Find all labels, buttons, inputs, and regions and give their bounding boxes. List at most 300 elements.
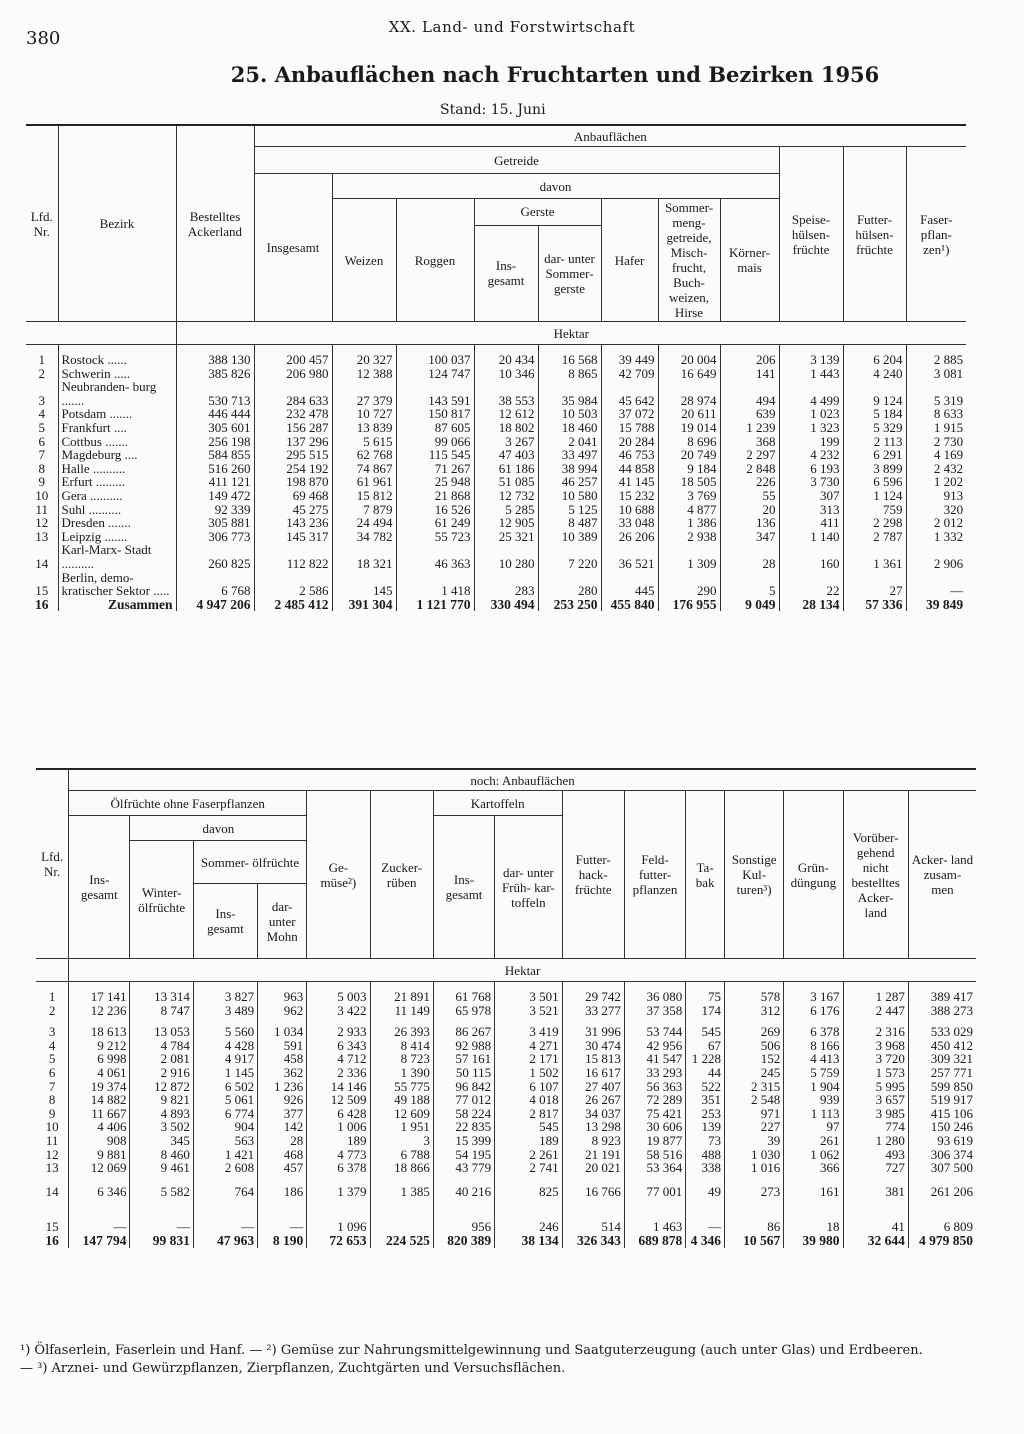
value-cell: 100 037 <box>396 345 474 367</box>
value-cell: 20 434 <box>474 345 538 367</box>
value-cell: 19 014 <box>658 421 720 435</box>
value-cell: 26 206 <box>601 530 658 544</box>
value-cell: 160 <box>779 543 843 570</box>
group-anbauflaechen: Anbauflächen <box>254 125 966 147</box>
value-cell: 73 <box>686 1134 725 1148</box>
value-cell: 1 202 <box>906 475 966 489</box>
value-cell: 971 <box>725 1107 784 1121</box>
value-cell: 6 176 <box>784 1004 843 1018</box>
total-cell: 57 336 <box>843 598 906 612</box>
value-cell: 19 374 <box>69 1080 130 1094</box>
value-cell: 75 <box>686 982 725 1004</box>
table-row <box>36 982 976 1004</box>
value-cell: 488 <box>686 1148 725 1162</box>
col-fruehkartoffeln: dar- unter Früh- kar- toffeln <box>495 816 562 959</box>
value-cell: 389 417 <box>908 982 976 1004</box>
value-cell: 5 125 <box>538 503 601 517</box>
value-cell: 2 041 <box>538 435 601 449</box>
row-bezirk: Erfurt ......... <box>58 475 176 489</box>
value-cell: 2 938 <box>658 530 720 544</box>
value-cell: 4 784 <box>130 1039 193 1053</box>
value-cell: 12 732 <box>474 489 538 503</box>
value-cell: 13 839 <box>332 421 396 435</box>
row-number: 16 <box>45 1232 59 1248</box>
value-cell: 14 146 <box>307 1080 370 1094</box>
value-cell: 156 287 <box>254 421 332 435</box>
table-row <box>26 367 966 381</box>
value-cell: 58 224 <box>433 1107 494 1121</box>
value-cell: 35 984 <box>538 380 601 407</box>
table-row <box>26 435 966 449</box>
table-row <box>36 1161 976 1175</box>
chapter-heading: XX. Land- und Forstwirtschaft <box>388 18 636 36</box>
value-cell: 4 428 <box>193 1039 257 1053</box>
value-cell: 2 916 <box>130 1066 193 1080</box>
col-feldfutterpflanzen: Feld- futter- pflanzen <box>624 791 685 959</box>
col-zuckerrueben: Zucker- rüben <box>370 791 433 959</box>
table-row <box>36 1080 976 1094</box>
value-cell: 6 788 <box>370 1148 433 1162</box>
value-cell: 904 <box>193 1120 257 1134</box>
table-row <box>36 1107 976 1121</box>
value-cell: 112 822 <box>254 543 332 570</box>
value-cell: 1 915 <box>906 421 966 435</box>
row-number: 4 <box>48 1037 56 1053</box>
value-cell: 30 474 <box>562 1039 624 1053</box>
value-cell: 385 826 <box>176 367 254 381</box>
value-cell: 1 443 <box>779 367 843 381</box>
value-cell: — <box>69 1198 130 1234</box>
group-noch-anbauflaechen: noch: Anbauflächen <box>69 769 976 791</box>
row-number: 15 <box>35 583 49 599</box>
value-cell: 99 066 <box>396 435 474 449</box>
value-cell: 345 <box>130 1134 193 1148</box>
value-cell: 377 <box>258 1107 307 1121</box>
value-cell: 61 186 <box>474 462 538 476</box>
value-cell: 6 596 <box>843 475 906 489</box>
row-number: 14 <box>45 1183 59 1199</box>
value-cell: 20 611 <box>658 407 720 421</box>
value-cell: 2 171 <box>495 1052 562 1066</box>
value-cell: 13 298 <box>562 1120 624 1134</box>
value-cell: 254 192 <box>254 462 332 476</box>
row-bezirk: Schwerin ..... <box>58 367 176 381</box>
value-cell: 295 515 <box>254 448 332 462</box>
value-cell: 92 988 <box>433 1039 494 1053</box>
value-cell: 3 968 <box>843 1039 908 1053</box>
value-cell: 2 548 <box>725 1093 784 1107</box>
value-cell: — <box>130 1198 193 1234</box>
row-number: 15 <box>45 1219 59 1235</box>
value-cell: 8 865 <box>538 367 601 381</box>
total-cell: 4 979 850 <box>908 1234 976 1248</box>
value-cell: 57 161 <box>433 1052 494 1066</box>
value-cell: 34 782 <box>332 530 396 544</box>
value-cell: 40 216 <box>433 1175 494 1199</box>
value-cell: 2 113 <box>843 435 906 449</box>
value-cell: 6 428 <box>307 1107 370 1121</box>
value-cell: 10 346 <box>474 367 538 381</box>
value-cell: 584 855 <box>176 448 254 462</box>
value-cell: 307 <box>779 489 843 503</box>
row-number: 9 <box>38 474 45 490</box>
value-cell: 522 <box>686 1080 725 1094</box>
value-cell: 20 284 <box>601 435 658 449</box>
value-cell: 36 080 <box>624 982 685 1004</box>
group-getreide: Getreide <box>254 147 779 174</box>
value-cell: 5 <box>720 571 779 598</box>
value-cell: 31 996 <box>562 1017 624 1039</box>
value-cell: 6 378 <box>784 1017 843 1039</box>
value-cell: 3 521 <box>495 1004 562 1018</box>
value-cell: 198 870 <box>254 475 332 489</box>
value-cell: 2 336 <box>307 1066 370 1080</box>
value-cell: 61 249 <box>396 516 474 530</box>
value-cell: 366 <box>784 1161 843 1175</box>
value-cell: 15 813 <box>562 1052 624 1066</box>
row-number: 3 <box>48 1024 56 1040</box>
value-cell: 261 <box>784 1134 843 1148</box>
value-cell: 10 389 <box>538 530 601 544</box>
value-cell: 186 <box>258 1175 307 1199</box>
value-cell: 962 <box>258 1004 307 1018</box>
value-cell: 55 775 <box>370 1080 433 1094</box>
page-number: 380 <box>26 28 61 49</box>
value-cell: 1 418 <box>396 571 474 598</box>
value-cell: 15 812 <box>332 489 396 503</box>
row-number: 1 <box>48 989 56 1004</box>
value-cell: 96 842 <box>433 1080 494 1094</box>
value-cell: 199 <box>779 435 843 449</box>
value-cell: 4 240 <box>843 367 906 381</box>
value-cell: 22 <box>779 571 843 598</box>
value-cell: 3 899 <box>843 462 906 476</box>
value-cell: 253 <box>686 1107 725 1121</box>
value-cell: 49 <box>686 1175 725 1199</box>
value-cell: 87 605 <box>396 421 474 435</box>
value-cell: 16 649 <box>658 367 720 381</box>
value-cell: 12 069 <box>69 1161 130 1175</box>
value-cell: 1 280 <box>843 1134 908 1148</box>
col-lfd-nr-2: Lfd. Nr. <box>41 849 64 879</box>
value-cell: 1 386 <box>658 516 720 530</box>
value-cell: 149 472 <box>176 489 254 503</box>
total-label: Zusammen <box>58 598 176 612</box>
value-cell: 28 <box>258 1134 307 1148</box>
value-cell: 1 361 <box>843 543 906 570</box>
value-cell: 51 085 <box>474 475 538 489</box>
total-cell: 391 304 <box>332 598 396 612</box>
row-number: 16 <box>35 596 49 612</box>
value-cell: 10 280 <box>474 543 538 570</box>
table-row <box>36 1120 976 1134</box>
total-cell: 72 653 <box>307 1234 370 1248</box>
group-oelfruechte: Ölfrüchte ohne Faserpflanzen <box>69 791 307 816</box>
footnote-line-1: ¹) Ölfaserlein, Faserlein und Hanf. — ²) Gemüse zur Nahrungsmittelgewinnung und Saatguterzeugung (auch unter Glas) und Erdbeeren. <box>20 1343 923 1358</box>
value-cell: 20 021 <box>562 1161 624 1175</box>
value-cell: 13 053 <box>130 1017 193 1039</box>
value-cell: 139 <box>686 1120 725 1134</box>
value-cell: 8 633 <box>906 407 966 421</box>
total-cell: 47 963 <box>193 1234 257 1248</box>
value-cell: 3 139 <box>779 345 843 367</box>
value-cell: 6 809 <box>908 1198 976 1234</box>
value-cell: 256 198 <box>176 435 254 449</box>
total-cell: 32 644 <box>843 1234 908 1248</box>
value-cell: 143 591 <box>396 380 474 407</box>
value-cell: 6 193 <box>779 462 843 476</box>
col-futterhackfruechte: Futter- hack- früchte <box>562 791 624 959</box>
value-cell: 388 130 <box>176 345 254 367</box>
value-cell: 5 003 <box>307 982 370 1004</box>
value-cell: 44 <box>686 1066 725 1080</box>
value-cell: 6 378 <box>307 1161 370 1175</box>
table-row <box>26 475 966 489</box>
table-row <box>26 489 966 503</box>
value-cell: 21 891 <box>370 982 433 1004</box>
value-cell: 50 115 <box>433 1066 494 1080</box>
total-cell: 1 121 770 <box>396 598 474 612</box>
value-cell: 8 696 <box>658 435 720 449</box>
value-cell: 124 747 <box>396 367 474 381</box>
table-row <box>36 1198 976 1234</box>
row-number: 11 <box>35 501 49 517</box>
value-cell: 563 <box>193 1134 257 1148</box>
value-cell: 2 315 <box>725 1080 784 1094</box>
value-cell: 2 933 <box>307 1017 370 1039</box>
row-number: 3 <box>38 392 45 408</box>
value-cell: 45 275 <box>254 503 332 517</box>
value-cell: 115 545 <box>396 448 474 462</box>
table-row <box>26 503 966 517</box>
col-sommeroel-insgesamt: Ins- gesamt <box>193 884 257 959</box>
value-cell: 25 321 <box>474 530 538 544</box>
value-cell: 759 <box>843 503 906 517</box>
value-cell: 38 553 <box>474 380 538 407</box>
value-cell: 1 379 <box>307 1175 370 1199</box>
value-cell: 3 502 <box>130 1120 193 1134</box>
value-cell: 37 358 <box>624 1004 685 1018</box>
value-cell: 2 316 <box>843 1017 908 1039</box>
table-row <box>26 380 966 407</box>
value-cell: 206 <box>720 345 779 367</box>
value-cell: 21 191 <box>562 1148 624 1162</box>
value-cell: 53 364 <box>624 1161 685 1175</box>
group-oel-davon: davon <box>130 816 307 841</box>
col-winteroelfruechte: Winter- ölfrüchte <box>130 841 193 959</box>
value-cell: 4 018 <box>495 1093 562 1107</box>
row-number: 2 <box>38 365 45 381</box>
value-cell: 22 835 <box>433 1120 494 1134</box>
total-cell: 326 343 <box>562 1234 624 1248</box>
value-cell: 9 124 <box>843 380 906 407</box>
value-cell: 55 <box>720 489 779 503</box>
col-tabak: Ta- bak <box>686 791 725 959</box>
value-cell: 30 606 <box>624 1120 685 1134</box>
value-cell: 3 419 <box>495 1017 562 1039</box>
total-cell: 4 346 <box>686 1234 725 1248</box>
value-cell: 381 <box>843 1175 908 1199</box>
value-cell: 16 766 <box>562 1175 624 1199</box>
value-cell: 26 393 <box>370 1017 433 1039</box>
value-cell: 21 868 <box>396 489 474 503</box>
value-cell: 26 267 <box>562 1093 624 1107</box>
table-row <box>26 543 966 570</box>
value-cell: 411 <box>779 516 843 530</box>
value-cell: 150 817 <box>396 407 474 421</box>
table-row <box>36 1004 976 1018</box>
value-cell: 2 848 <box>720 462 779 476</box>
total-cell: 4 947 206 <box>176 598 254 612</box>
row-number: 7 <box>48 1078 56 1094</box>
total-row <box>26 598 966 612</box>
value-cell: 5 995 <box>843 1080 908 1094</box>
total-cell: 28 134 <box>779 598 843 612</box>
value-cell: 7 220 <box>538 543 601 570</box>
footnotes <box>20 1342 1000 1378</box>
value-cell: 5 759 <box>784 1066 843 1080</box>
value-cell: 49 188 <box>370 1093 433 1107</box>
value-cell: 3 267 <box>474 435 538 449</box>
value-cell: 4 917 <box>193 1052 257 1066</box>
table-title: 25. Anbauflächen nach Fruchtarten und Bezirken 1956 <box>230 62 880 87</box>
row-number: 10 <box>45 1119 59 1135</box>
value-cell: 305 601 <box>176 421 254 435</box>
table-row <box>26 516 966 530</box>
value-cell: 46 753 <box>601 448 658 462</box>
value-cell: 9 821 <box>130 1093 193 1107</box>
value-cell: 1 323 <box>779 421 843 435</box>
value-cell: 1 023 <box>779 407 843 421</box>
row-number: 6 <box>48 1064 56 1080</box>
col-weizen: Weizen <box>332 199 396 322</box>
row-bezirk: Suhl .......... <box>58 503 176 517</box>
table-row <box>26 462 966 476</box>
value-cell: 33 048 <box>601 516 658 530</box>
table-1 <box>26 124 966 611</box>
col-ackerland-zusammen: Acker- land zusam- men <box>908 791 976 959</box>
value-cell: 3 769 <box>658 489 720 503</box>
value-cell: 261 206 <box>908 1175 976 1199</box>
value-cell: 2 741 <box>495 1161 562 1175</box>
value-cell: — <box>193 1198 257 1234</box>
value-cell: 8 487 <box>538 516 601 530</box>
value-cell: 61 768 <box>433 982 494 1004</box>
value-cell: 34 037 <box>562 1107 624 1121</box>
group-sommeroelfruechte: Sommer- ölfrüchte <box>193 841 306 884</box>
col-oel-insgesamt: Ins- gesamt <box>69 816 130 959</box>
value-cell: 39 449 <box>601 345 658 367</box>
table-row <box>36 1148 976 1162</box>
value-cell: 12 609 <box>370 1107 433 1121</box>
value-cell: 54 195 <box>433 1148 494 1162</box>
value-cell: 37 072 <box>601 407 658 421</box>
value-cell: 2 432 <box>906 462 966 476</box>
value-cell: 33 277 <box>562 1004 624 1018</box>
value-cell: 86 267 <box>433 1017 494 1039</box>
value-cell: — <box>906 571 966 598</box>
value-cell: 20 327 <box>332 345 396 367</box>
value-cell: 77 012 <box>433 1093 494 1107</box>
value-cell: 41 <box>843 1198 908 1234</box>
value-cell: 10 580 <box>538 489 601 503</box>
value-cell: 306 773 <box>176 530 254 544</box>
value-cell: 5 061 <box>193 1093 257 1107</box>
value-cell: 4 499 <box>779 380 843 407</box>
value-cell: 6 291 <box>843 448 906 462</box>
total-cell: 176 955 <box>658 598 720 612</box>
row-number: 5 <box>48 1051 56 1067</box>
value-cell: 8 460 <box>130 1148 193 1162</box>
value-cell: 2 586 <box>254 571 332 598</box>
row-number: 8 <box>48 1092 56 1108</box>
value-cell: 280 <box>538 571 601 598</box>
value-cell: 8 166 <box>784 1039 843 1053</box>
value-cell: 46 363 <box>396 543 474 570</box>
value-cell: 825 <box>495 1175 562 1199</box>
value-cell: 2 447 <box>843 1004 908 1018</box>
total-cell: 820 389 <box>433 1234 494 1248</box>
value-cell: 24 494 <box>332 516 396 530</box>
value-cell: 226 <box>720 475 779 489</box>
total-cell: 689 878 <box>624 1234 685 1248</box>
value-cell: 18 505 <box>658 475 720 489</box>
table-row <box>26 530 966 544</box>
value-cell: 97 <box>784 1120 843 1134</box>
row-number: 5 <box>38 419 45 435</box>
value-cell: 18 321 <box>332 543 396 570</box>
value-cell: 2 608 <box>193 1161 257 1175</box>
col-speisehuelsen: Speise- hülsen- früchte <box>779 147 843 322</box>
value-cell: 312 <box>725 1004 784 1018</box>
value-cell: 939 <box>784 1093 843 1107</box>
value-cell: 145 317 <box>254 530 332 544</box>
value-cell: 3 489 <box>193 1004 257 1018</box>
value-cell: 284 633 <box>254 380 332 407</box>
col-sonstige-kulturen: Sonstige Kul- turen³) <box>725 791 784 959</box>
value-cell: 227 <box>725 1120 784 1134</box>
value-cell: 599 850 <box>908 1080 976 1094</box>
row-bezirk: Frankfurt .... <box>58 421 176 435</box>
value-cell: 338 <box>686 1161 725 1175</box>
row-number: 12 <box>35 515 49 531</box>
value-cell: 36 521 <box>601 543 658 570</box>
value-cell: 2 297 <box>720 448 779 462</box>
value-cell: 388 273 <box>908 1004 976 1018</box>
group-davon: davon <box>332 174 779 199</box>
value-cell: 47 403 <box>474 448 538 462</box>
value-cell: 12 236 <box>69 1004 130 1018</box>
value-cell: 12 612 <box>474 407 538 421</box>
value-cell: 5 582 <box>130 1175 193 1199</box>
value-cell: 161 <box>784 1175 843 1199</box>
col-koernermais: Körner- mais <box>720 199 779 322</box>
value-cell: 28 974 <box>658 380 720 407</box>
row-number: 4 <box>38 406 45 422</box>
value-cell: 189 <box>307 1134 370 1148</box>
col-roggen: Roggen <box>396 199 474 322</box>
value-cell: 56 363 <box>624 1080 685 1094</box>
value-cell: 9 212 <box>69 1039 130 1053</box>
value-cell: 38 994 <box>538 462 601 476</box>
table-row <box>36 1134 976 1148</box>
col-gemuese: Ge- müse²) <box>307 791 370 959</box>
row-bezirk: Magdeburg .... <box>58 448 176 462</box>
value-cell: 2 817 <box>495 1107 562 1121</box>
value-cell: 446 444 <box>176 407 254 421</box>
value-cell: 4 406 <box>69 1120 130 1134</box>
row-bezirk: Karl-Marx- Stadt .......... <box>58 543 176 570</box>
